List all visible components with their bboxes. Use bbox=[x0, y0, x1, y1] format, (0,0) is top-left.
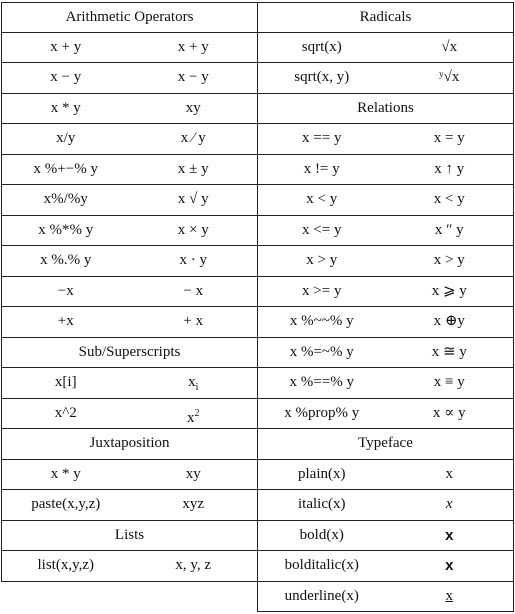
table-row bbox=[257, 246, 514, 277]
table-row bbox=[1, 185, 258, 216]
section-header bbox=[1, 2, 258, 33]
right-table bbox=[257, 2, 514, 612]
expression-code: plain(x) bbox=[298, 465, 346, 482]
table-row bbox=[1, 490, 258, 521]
section-header bbox=[1, 338, 258, 369]
table-row bbox=[1, 155, 258, 186]
expression-code: x >= y bbox=[302, 282, 342, 299]
rendered-result: x bbox=[445, 587, 453, 604]
table-row bbox=[257, 33, 514, 64]
expression-code: x <= y bbox=[302, 221, 342, 238]
expression-code: x == y bbox=[302, 130, 342, 146]
rendered-result: √x bbox=[441, 38, 458, 55]
rendered-result: x = y bbox=[433, 130, 465, 146]
table-row bbox=[257, 368, 514, 399]
rendered-result: x ⁄ y bbox=[180, 130, 206, 146]
rendered-result: x × y bbox=[177, 221, 209, 238]
rendered-result: x ⩾ y bbox=[431, 282, 467, 299]
table-row bbox=[257, 277, 514, 308]
rendered-result: x ↑ y bbox=[434, 160, 465, 177]
expression-code: x %prop% y bbox=[284, 404, 360, 421]
rendered-result: x ″ y bbox=[434, 221, 464, 238]
section-header bbox=[257, 429, 514, 460]
expression-code: italic(x) bbox=[298, 496, 346, 512]
expression-code: sqrt(x) bbox=[301, 38, 342, 55]
table-row bbox=[1, 216, 258, 247]
table-row bbox=[257, 582, 514, 613]
table-row bbox=[257, 185, 514, 216]
expression-code: x + y bbox=[50, 38, 82, 55]
table-row bbox=[1, 307, 258, 338]
table-row bbox=[257, 399, 514, 430]
table-row bbox=[257, 124, 514, 155]
expression-code: −x bbox=[57, 282, 74, 299]
rendered-result: x ≅ y bbox=[431, 343, 467, 360]
expression-code: x != y bbox=[303, 160, 340, 177]
table-row bbox=[1, 460, 258, 491]
expression-code: bolditalic(x) bbox=[284, 557, 359, 573]
table-row bbox=[257, 63, 514, 94]
table-row bbox=[1, 277, 258, 308]
expression-code: x %~~% y bbox=[289, 313, 354, 329]
section-title: Typeface bbox=[358, 435, 413, 451]
section-title: Arithmetic Operators bbox=[65, 9, 194, 25]
rendered-result: + x bbox=[183, 313, 204, 329]
expression-code: sqrt(x, y) bbox=[294, 69, 350, 85]
rendered-result: x ≡ y bbox=[433, 374, 465, 390]
rendered-result: − x bbox=[183, 282, 204, 299]
expression-code: x/y bbox=[56, 130, 76, 146]
expression-code: x %+−% y bbox=[33, 160, 98, 177]
rendered-result: x − y bbox=[177, 69, 209, 85]
rendered-result bbox=[130, 399, 258, 433]
section-header bbox=[1, 429, 258, 460]
table-row bbox=[1, 94, 258, 125]
table-row bbox=[257, 521, 514, 552]
rendered-result: x bbox=[445, 557, 454, 574]
section-title: Sub/Superscripts bbox=[78, 343, 181, 360]
section-header bbox=[257, 2, 514, 33]
table-row bbox=[1, 63, 258, 94]
section-title: Juxtaposition bbox=[89, 435, 170, 451]
expression-code: x * y bbox=[50, 99, 81, 116]
table-row bbox=[257, 338, 514, 369]
rendered-result: x bbox=[445, 526, 454, 544]
rendered-result: x ∝ y bbox=[432, 404, 466, 421]
left-table bbox=[1, 2, 258, 582]
rendered-result: xy bbox=[185, 99, 201, 116]
rendered-result: x √ y bbox=[177, 191, 209, 207]
table-row bbox=[1, 399, 258, 430]
expression-code: x %==% y bbox=[289, 374, 354, 390]
expression-code: x %.% y bbox=[40, 252, 92, 268]
rendered-result: x · y bbox=[179, 252, 207, 268]
expression-code: paste(x,y,z) bbox=[31, 496, 101, 512]
rendered-result: x bbox=[445, 496, 453, 512]
rendered-result: x + y bbox=[177, 38, 209, 55]
expression-code: list(x,y,z) bbox=[37, 557, 94, 573]
section-title: Radicals bbox=[359, 9, 412, 25]
section-header bbox=[1, 521, 258, 552]
section-title: Relations bbox=[357, 99, 414, 116]
rendered-result bbox=[130, 368, 258, 402]
rendered-result: x > y bbox=[433, 252, 465, 268]
table-row bbox=[1, 124, 258, 155]
result-subscript: i bbox=[195, 382, 199, 393]
expression-code: x * y bbox=[50, 465, 81, 482]
expression-code: x %=~% y bbox=[289, 343, 354, 360]
expression-code: x[i] bbox=[54, 374, 77, 390]
rendered-result: x bbox=[445, 465, 453, 482]
expression-code: +x bbox=[57, 313, 74, 329]
result-superscript: 2 bbox=[194, 407, 200, 419]
expression-code: underline(x) bbox=[284, 587, 359, 604]
table-row bbox=[257, 460, 514, 491]
expression-code: x %*% y bbox=[38, 221, 94, 238]
table-row bbox=[1, 246, 258, 277]
rendered-result: x ± y bbox=[177, 160, 209, 177]
rendered-result: xy bbox=[185, 465, 201, 482]
expression-code: x < y bbox=[306, 191, 338, 207]
table-row bbox=[257, 307, 514, 338]
rendered-result: xyz bbox=[182, 496, 205, 512]
table-row bbox=[257, 551, 514, 582]
expression-code: x > y bbox=[306, 252, 338, 268]
table-row bbox=[257, 490, 514, 521]
rendered-result: ʸ√x bbox=[439, 69, 460, 85]
section-header bbox=[257, 94, 514, 125]
result-base: x bbox=[187, 409, 195, 426]
expression-code: x^2 bbox=[54, 404, 77, 421]
table-row bbox=[257, 216, 514, 247]
expression-code: bold(x) bbox=[299, 526, 344, 543]
result-base: x bbox=[188, 374, 196, 390]
section-title: Lists bbox=[114, 526, 145, 543]
table-row bbox=[1, 368, 258, 399]
rendered-result: x, y, z bbox=[175, 557, 212, 573]
expression-code: x%/%y bbox=[43, 191, 88, 207]
table-row bbox=[1, 551, 258, 582]
table-row bbox=[257, 155, 514, 186]
table-row bbox=[1, 33, 258, 64]
expression-code: x − y bbox=[50, 69, 82, 85]
rendered-result: x < y bbox=[433, 191, 465, 207]
rendered-result: x ⊕y bbox=[433, 313, 465, 329]
